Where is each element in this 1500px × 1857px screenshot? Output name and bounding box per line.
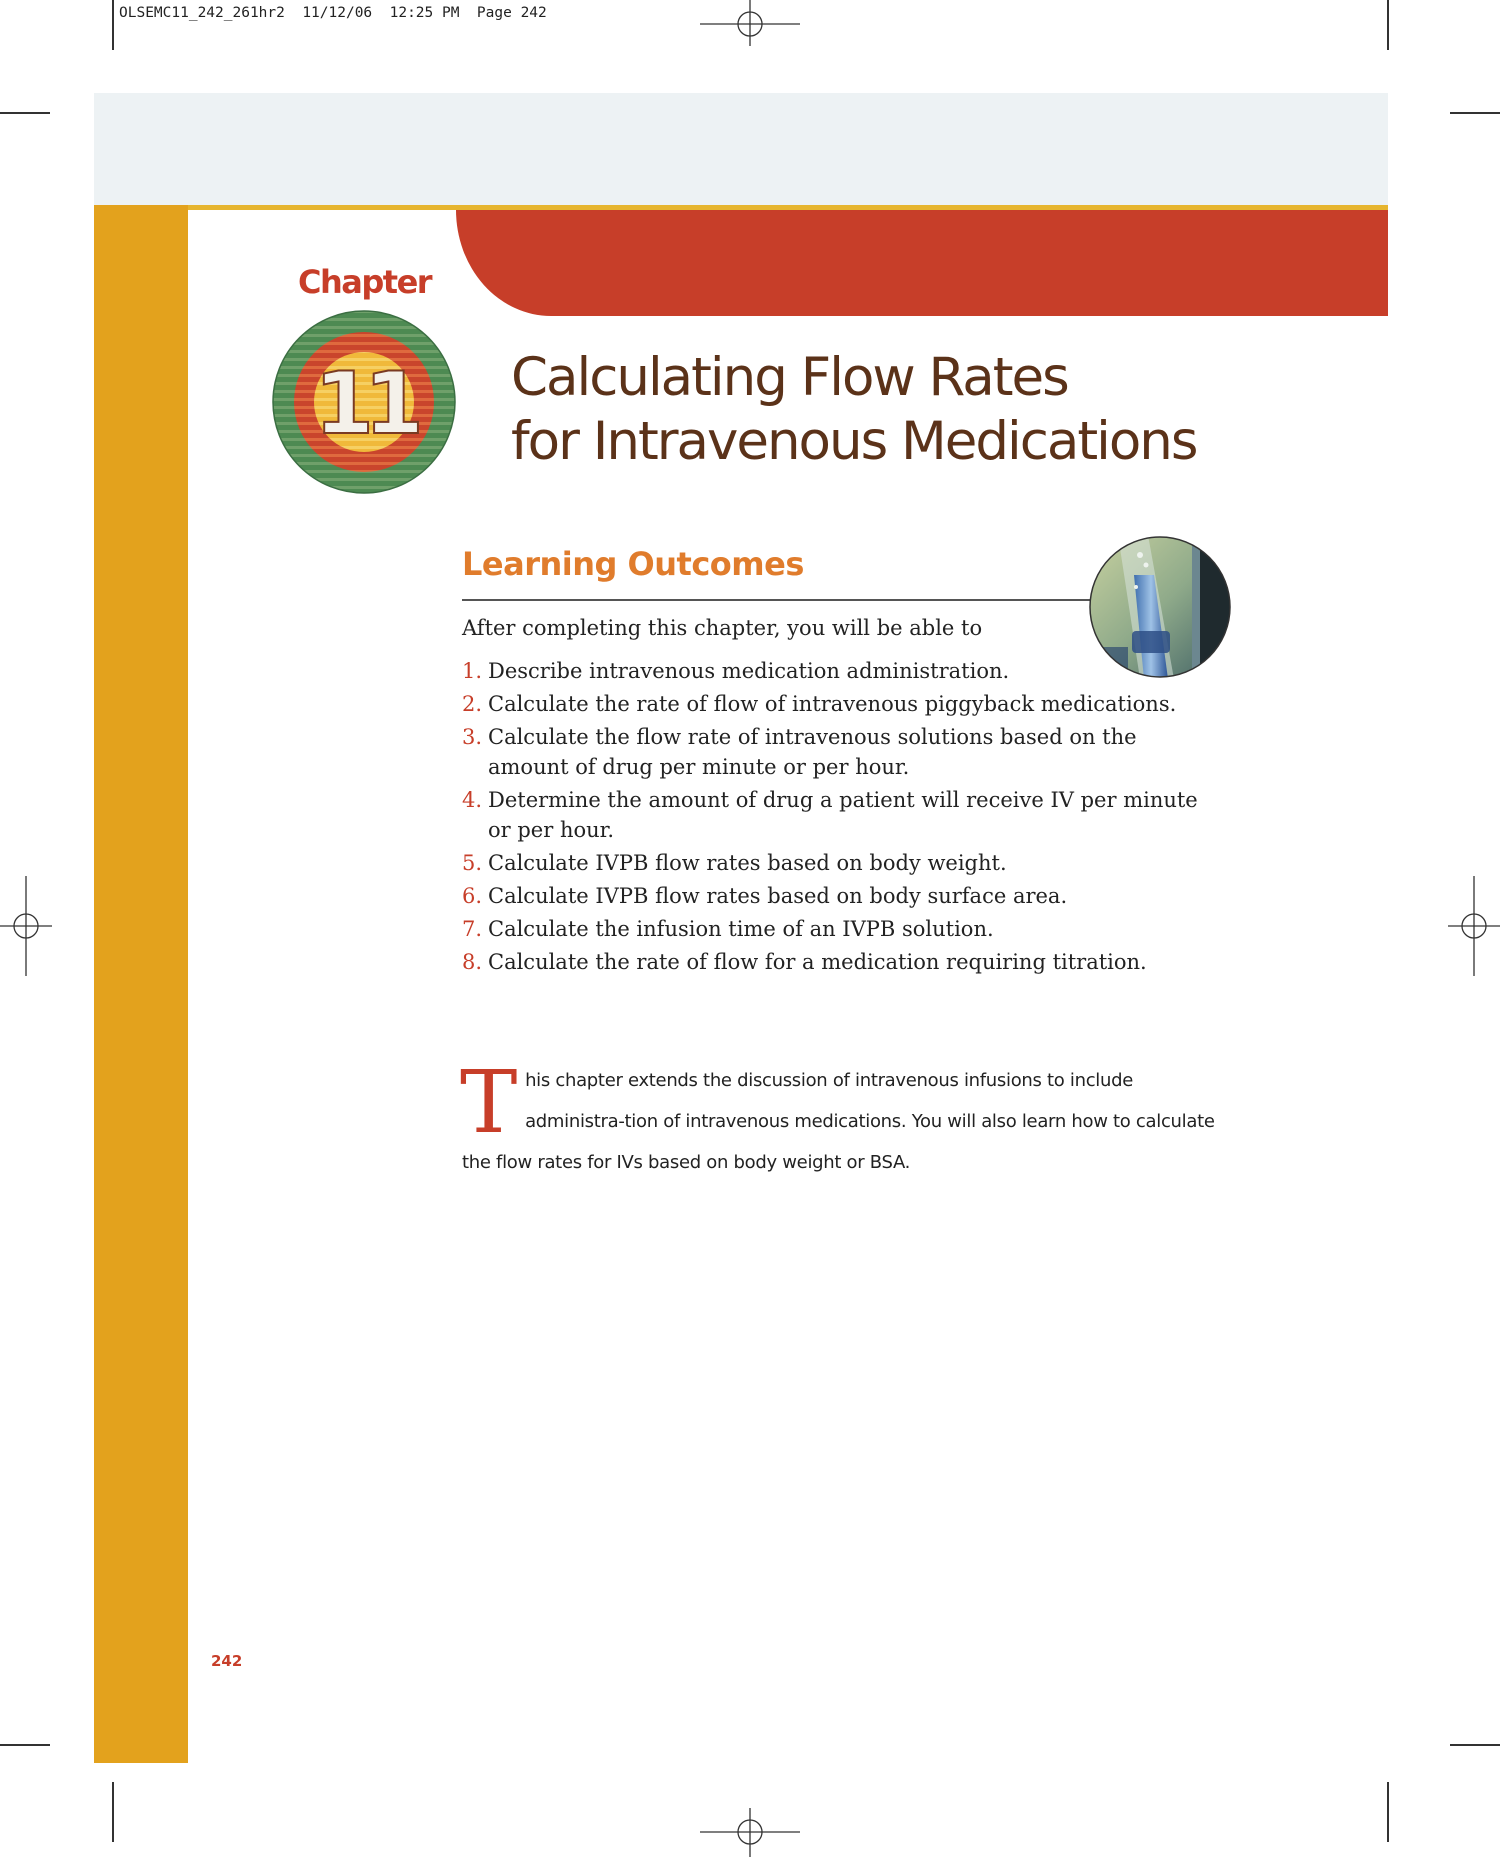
chapter-sidebar <box>94 205 188 1763</box>
registration-mark-left-icon <box>0 876 52 976</box>
list-item <box>462 722 1222 782</box>
list-item <box>462 947 1222 977</box>
chapter-title-line-2: for Intravenous Medications <box>511 411 1197 472</box>
title-banner <box>456 210 1388 316</box>
drop-cap: T <box>460 1053 518 1153</box>
chapter-number: 11 <box>314 354 414 454</box>
list-item-number: 5. <box>462 851 483 875</box>
chapter-intro-paragraph <box>460 1053 1232 1183</box>
list-item-text: Calculate IVPB flow rates based on body surface area. <box>488 884 1068 908</box>
list-item-text: Describe intravenous medication administration. <box>488 659 1010 683</box>
list-item-number: 7. <box>462 917 483 941</box>
registration-mark-top-icon <box>700 0 800 48</box>
list-item-number: 6. <box>462 884 483 908</box>
list-item-number: 3. <box>462 725 483 749</box>
learning-outcomes-list <box>462 656 1222 980</box>
chapter-label: Chapter <box>298 263 432 301</box>
learning-outcomes-rule <box>462 599 1094 601</box>
list-item <box>462 881 1222 911</box>
list-item-text: Calculate the infusion time of an IVPB solution. <box>488 917 994 941</box>
learning-outcomes-heading: Learning Outcomes <box>462 545 804 583</box>
chapter-title <box>511 346 1311 474</box>
crop-mark-bottom-right-vertical <box>1387 1782 1389 1842</box>
learning-outcomes-intro: After completing this chapter, you will be able to <box>462 616 983 640</box>
crop-mark-top-left-vertical <box>112 0 114 50</box>
list-item <box>462 848 1222 878</box>
list-item-number: 8. <box>462 950 483 974</box>
chapter-number-badge <box>272 310 456 494</box>
crop-mark-top-right-vertical <box>1387 0 1389 50</box>
list-item-text: Calculate the rate of flow for a medication requiring titration. <box>488 950 1147 974</box>
crop-mark-top-left-horizontal <box>0 112 50 114</box>
list-item-number: 2. <box>462 692 483 716</box>
crop-mark-bottom-right-horizontal <box>1450 1744 1500 1746</box>
list-item-text: Determine the amount of drug a patient will receive IV per minute or per hour. <box>488 788 1198 842</box>
chapter-intro-text: his chapter extends the discussion of intravenous infusions to include administra-tion of intravenous medications. You will also learn how to calculate the flow rates for IVs based on body weight or BSA. <box>462 1070 1215 1173</box>
list-item <box>462 914 1222 944</box>
list-item-text: Calculate the rate of flow of intravenous piggyback medications. <box>488 692 1177 716</box>
list-item <box>462 785 1222 845</box>
crop-mark-bottom-left-vertical <box>112 1782 114 1842</box>
crop-mark-top-right-horizontal <box>1450 112 1500 114</box>
list-item-text: Calculate IVPB flow rates based on body weight. <box>488 851 1007 875</box>
list-item-text: Calculate the flow rate of intravenous solutions based on the amount of drug per minute or per hour. <box>488 725 1137 779</box>
list-item <box>462 689 1222 719</box>
list-item <box>462 656 1222 686</box>
page-number: 242 <box>211 1652 243 1670</box>
registration-mark-bottom-icon <box>700 1808 800 1857</box>
header-band <box>94 93 1388 205</box>
registration-mark-right-icon <box>1448 876 1500 976</box>
chapter-title-line-1: Calculating Flow Rates <box>511 347 1068 408</box>
print-slug: OLSEMC11_242_261hr2 11/12/06 12:25 PM Page 242 <box>119 5 547 21</box>
crop-mark-bottom-left-horizontal <box>0 1744 50 1746</box>
list-item-number: 1. <box>462 659 483 683</box>
list-item-number: 4. <box>462 788 483 812</box>
